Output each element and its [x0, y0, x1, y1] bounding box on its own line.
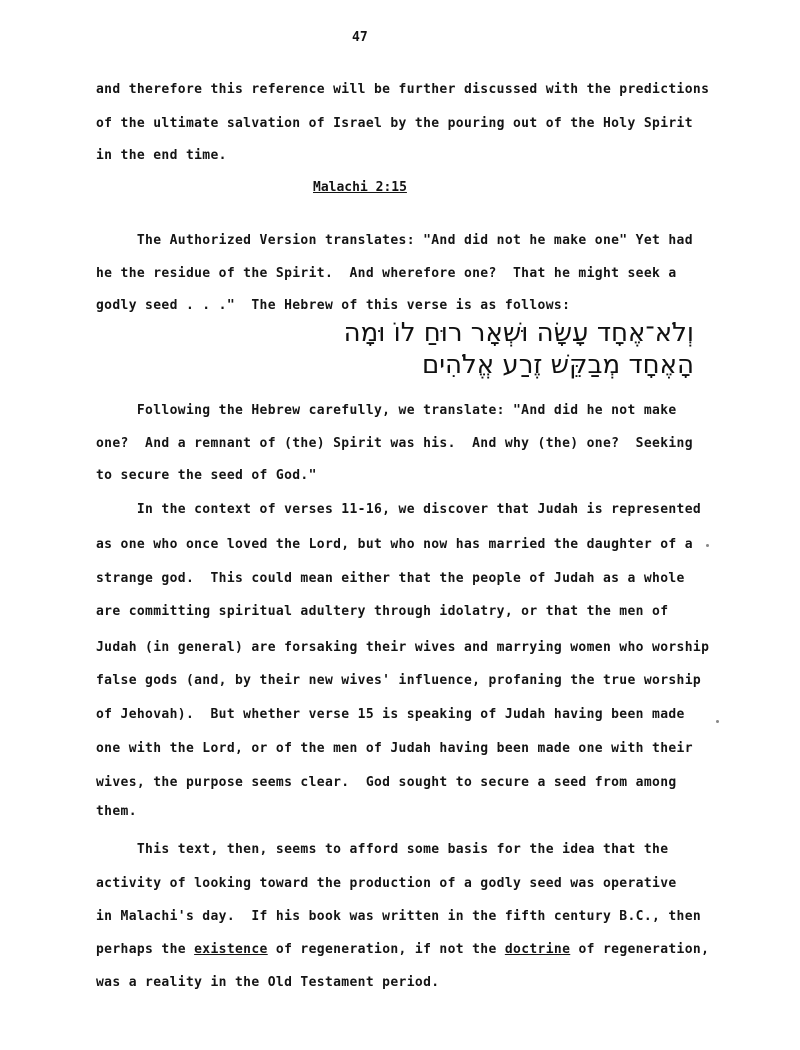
- scan-speck: [716, 720, 719, 723]
- paragraph-5-line-5: was a reality in the Old Testament period.: [96, 975, 440, 990]
- paragraph-3-line-3: to secure the seed of God.": [96, 468, 317, 483]
- underlined-word-existence: existence: [194, 942, 268, 957]
- paragraph-4-line-8: one with the Lord, or of the men of Judah having been made one with their: [96, 741, 693, 756]
- page-number: 47: [352, 30, 368, 45]
- paragraph-4-line-1: In the context of verses 11-16, we discover that Judah is represented: [96, 502, 702, 517]
- section-heading: Malachi 2:15: [313, 180, 407, 195]
- line-text: of regeneration,: [570, 942, 710, 957]
- paragraph-4-line-3: strange god. This could mean either that the people of Judah as a whole: [96, 571, 685, 586]
- paragraph-2-line-1: The Authorized Version translates: "And did not he make one" Yet had: [96, 233, 693, 248]
- paragraph-4-line-4: are committing spiritual adultery through idolatry, or that the men of: [96, 604, 669, 619]
- paragraph-1-line-1: and therefore this reference will be further discussed with the predictions: [96, 82, 710, 97]
- paragraph-5-line-2: activity of looking toward the production of a godly seed was operative: [96, 876, 677, 891]
- paragraph-4-line-9: wives, the purpose seems clear. God sought to secure a seed from among: [96, 775, 677, 790]
- paragraph-3-line-2: one? And a remnant of (the) Spirit was his. And why (the) one? Seeking: [96, 436, 693, 451]
- line-text: of regeneration, if not the: [267, 942, 505, 957]
- paragraph-4-line-5: Judah (in general) are forsaking their wives and marrying women who worship: [96, 640, 710, 655]
- paragraph-2-line-3: godly seed . . ." The Hebrew of this verse is as follows:: [96, 298, 571, 313]
- paragraph-4-line-6: false gods (and, by their new wives' influence, profaning the true worship: [96, 673, 702, 688]
- hebrew-verse-line-1: וְלֹא־אֶחָד עָשָׂה וּשְׁאָר רוּחַ לוֹ וּמָה: [343, 318, 694, 348]
- paragraph-2-line-2: he the residue of the Spirit. And wherefore one? That he might seek a: [96, 266, 677, 281]
- paragraph-4-line-10: them.: [96, 804, 137, 819]
- line-text: perhaps the: [96, 942, 195, 957]
- paragraph-4-line-2: as one who once loved the Lord, but who now has married the daughter of a: [96, 537, 693, 552]
- scan-speck: [706, 544, 709, 547]
- paragraph-4-line-7: of Jehovah). But whether verse 15 is speaking of Judah having been made: [96, 707, 685, 722]
- underlined-word-doctrine: doctrine: [504, 942, 571, 957]
- paragraph-5-line-1: This text, then, seems to afford some basis for the idea that the: [96, 842, 669, 857]
- paragraph-3-line-1: Following the Hebrew carefully, we translate: "And did he not make: [96, 403, 677, 418]
- hebrew-verse-line-2: הָאֶחָד מְבַקֵּשׁ זֶרַע אֱלֹהִים: [421, 350, 694, 380]
- paragraph-5-line-4: [96, 942, 709, 958]
- paragraph-1-line-2: of the ultimate salvation of Israel by the pouring out of the Holy Spirit: [96, 116, 693, 131]
- paragraph-5-line-3: in Malachi's day. If his book was written in the fifth century B.C., then: [96, 909, 702, 924]
- paragraph-1-line-3: in the end time.: [96, 148, 227, 163]
